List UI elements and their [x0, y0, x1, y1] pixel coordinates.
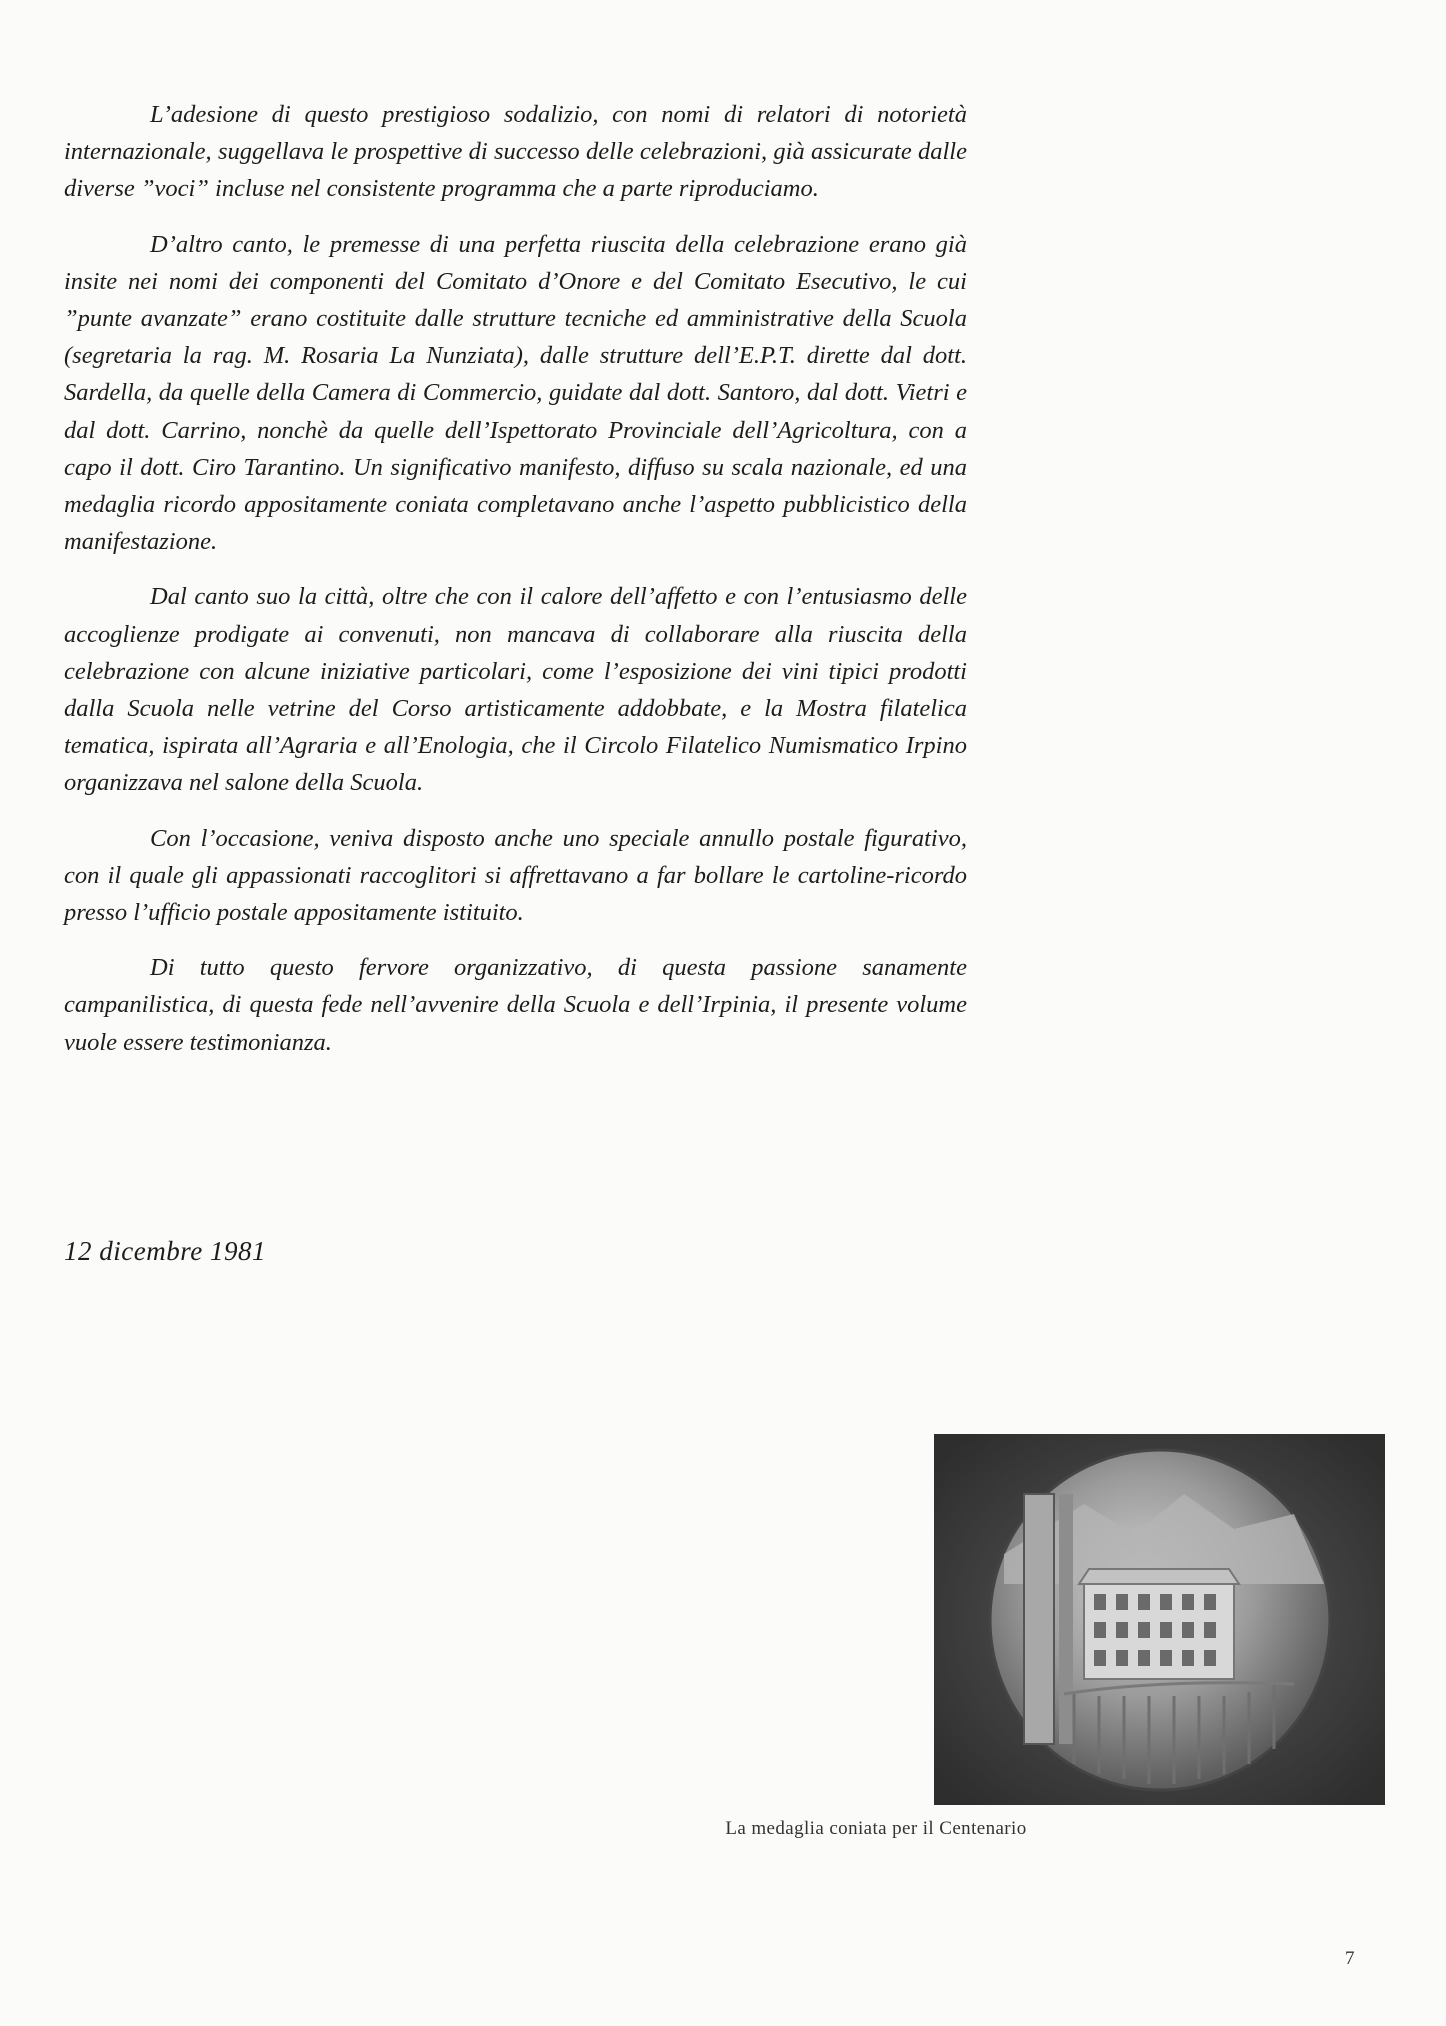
page-number: 7	[1345, 1948, 1355, 1969]
paragraph: L’adesione di questo prestigioso sodalizio, con nomi di relatori di notorietà internazionale, suggellava le prospettive di successo delle celebrazioni, già assicurate dalle diverse ”voci” incluse nel consistente programma che a parte riproduciamo.	[64, 101, 967, 203]
paragraph: D’altro canto, le premesse di una perfetta riuscita della celebrazione erano già insite nei nomi dei componenti del Comitato d’Onore e del Comitato Esecutivo, le cui ”punte avanzate” erano costituite dalle strutture tecniche ed amministrative della Scuola (segretaria la rag. M. Rosaria La Nunziata), dalle strutture dell’E.P.T. dirette dal dott. Sardella, da quelle della Camera di Commercio, guidate dal dott. Santoro, dal dott. Vietri e dal dott. Carrino, nonchè da quelle dell’Ispettorato Provinciale dell’Agricoltura, con a capo il dott. Ciro Tarantino. Un significativo manifesto, diffuso su scala nazionale, ed una medaglia ricordo appositamente coniata completavano anche l’aspetto pubblicistico della manifestazione.	[64, 230, 967, 556]
photo-caption: La medaglia coniata per il Centenario	[725, 1818, 1027, 1839]
paragraph: Di tutto questo fervore organizzativo, di questa passione sanamente campanilistica, di questa fede nell’avvenire della Scuola e dell’Irpinia, il presente volume vuole essere testimonianza.	[64, 954, 967, 1056]
body-text	[64, 96, 967, 1079]
paragraph: Con l’occasione, veniva disposto anche uno speciale annullo postale figurativo, con il quale gli appassionati raccoglitori si affrettavano a far bollare le cartoline-ricordo presso l’ufficio postale appositamente istituito.	[64, 824, 967, 927]
paragraph: Dal canto suo la città, oltre che con il calore dell’affetto e con l’entusiasmo delle accoglienze prodigate ai convenuti, non mancava di collaborare alla riuscita della celebrazione con alcune iniziative particolari, come l’esposizione dei vini tipici prodotti dalla Scuola nelle vetrine del Corso artisticamente addobbate, e la Mostra filatelica tematica, ispirata all’Agraria e all’Enologia, che il Circolo Filatelico Numismatico Irpino organizzava nel salone della Scuola.	[64, 583, 967, 797]
medal-image	[934, 1434, 1385, 1805]
medal-photo	[934, 1434, 1385, 1805]
date: 12 dicembre 1981	[64, 1236, 266, 1266]
